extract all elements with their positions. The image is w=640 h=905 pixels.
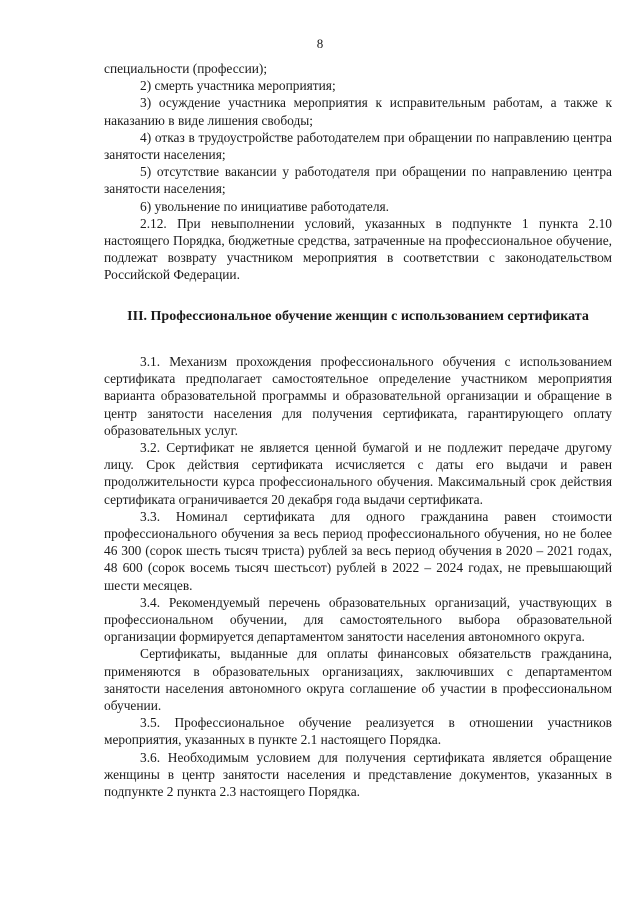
section-heading: III. Профессиональное обучение женщин с использованием сертификата [127,309,589,324]
paragraph-3-1: 3.1. Механизм прохождения профессионального обучения с использованием сертификата предполагает самостоятельное определение участником мероприятия варианта образовательной программы и образовательной организации и обращение в центр занятости населения для получения сертификата, гарантирующего оплату образовательных услуг. [104,354,612,438]
paragraph-3-2: 3.2. Сертификат не является ценной бумагой и не подлежит передаче другому лицу. Срок действия сертификата исчисляется с даты его выдачи и равен продолжительности курса профессионального обучения. Максимальный срок действия сертификата ограничивается 20 декабря года выдачи сертификата. [104,440,612,507]
paragraph-3-6: 3.6. Необходимым условием для получения сертификата является обращение женщины в центр занятости населения и представление документов, указанных в подпункте 2 пункта 2.3 настоящего Порядка. [104,749,612,800]
top-text-block [104,60,612,284]
paragraph-item-5-no-vacancy: 5) отсутствие вакансии у работодателя при обращении по направлению центра занятости населения; [104,164,612,197]
paragraph-item-3-conviction: 3) осуждение участника мероприятия к исправительным работам, а также к наказанию в виде лишения свободы; [104,95,612,128]
paragraph-3-4: 3.4. Рекомендуемый перечень образовательных организаций, участвующих в профессиональном обучении, для самостоятельного выбора образовательной организации формируется департаментом занятости населения автономного округа. [104,594,612,645]
paragraph-2-12: 2.12. При невыполнении условий, указанных в подпункте 1 пункта 2.10 настоящего Порядка, бюджетные средства, затраченные на профессиональное обучение, подлежат возврату участником мероприятия в соответствии с законодательством Российской Федерации. [104,215,612,283]
paragraph-item-6-dismissal: 6) увольнение по инициативе работодателя. [140,198,390,214]
page-number: 8 [316,36,324,51]
paragraph-profession-continuation: специальности (профессии); [104,61,268,76]
paragraph-3-5: 3.5. Профессиональное обучение реализуется в отношении участников мероприятия, указанных в пункте 2.1 настоящего Порядка. [104,715,612,748]
section-3-block [104,308,612,800]
paragraph-3-3: 3.3. Номинал сертификата для одного гражданина равен стоимости профессионального обучения за весь период профессионального обучения, но не более 46 300 (сорок шесть тысяч триста) рублей за весь период обучения в 2020 – 2021 годах, 48 600 (сорок восемь тысяч шестьсот) рублей в 2022 – 2024 годах, не превышающий шести месяцев. [104,508,612,593]
paragraph-item-2-death: 2) смерть участника мероприятия; [140,78,336,94]
paragraph-certificates: Сертификаты, выданные для оплаты финансовых обязательств гражданина, применяются в образовательных организациях, заключивших с департаментом занятости населения автономного округа соглашение об участии в профессиональном обучении. [104,646,612,714]
paragraph-item-4-refusal: 4) отказ в трудоустройстве работодателем при обращении по направлению центра занятости населения; [104,129,612,163]
